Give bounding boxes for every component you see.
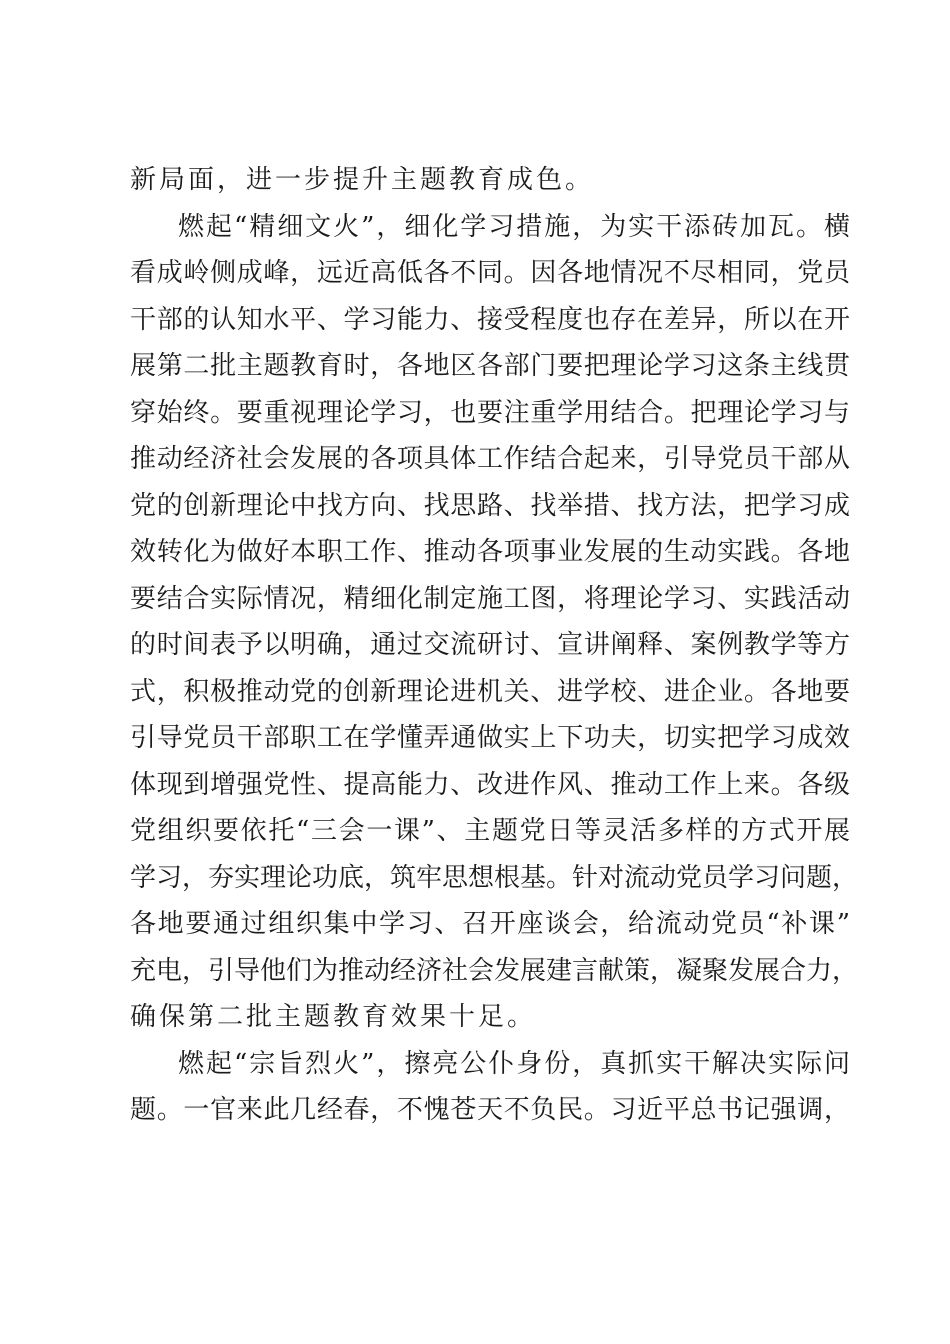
text-line: 展第二批主题教育时，各地区各部门要把理论学习这条主线贯 — [130, 351, 850, 381]
text-line: 党的创新理论中找方向、找思路、找举措、找方法，把学习成 — [130, 490, 850, 521]
text-line: 题。一官来此几经春，不愧苍天不负民。习近平总书记强调， — [130, 1095, 850, 1125]
text-line: 各地要通过组织集中学习、召开座谈会，给流动党员“补课” — [130, 909, 850, 939]
text-line: 穿始终。要重视理论学习，也要注重学用结合。把理论学习与 — [130, 397, 850, 428]
text-line-1: 新局面，进一步提升主题教育成色。 — [130, 165, 595, 195]
text-line: 充电，引导他们为推动经济社会发展建言献策，凝聚发展合力， — [130, 955, 859, 986]
text-line: 的时间表予以明确，通过交流研讨、宣讲阐释、案例教学等方 — [130, 630, 850, 660]
text-line: 推动经济社会发展的各项具体工作结合起来，引导党员干部从 — [130, 444, 850, 474]
text-line: 要结合实际情况，精细化制定施工图，将理论学习、实践活动 — [130, 583, 850, 614]
paragraph-start-line: 燃起“宗旨烈火”，擦亮公仆身份，真抓实干解决实际问 — [178, 1048, 850, 1079]
body-text — [130, 157, 859, 1134]
text-line: 效转化为做好本职工作、推动各项事业发展的生动实践。各地 — [130, 537, 850, 567]
text-line: 学习，夯实理论功底，筑牢思想根基。针对流动党员学习问题， — [130, 862, 859, 893]
text-line: 党组织要依托“三会一课”、主题党日等灵活多样的方式开展 — [130, 816, 850, 846]
paragraph-end-line: 确保第二批主题教育效果十足。 — [130, 1002, 537, 1032]
text-line: 体现到增强党性、提高能力、改进作风、推动工作上来。各级 — [130, 769, 850, 800]
text-line: 看成岭侧成峰，远近高低各不同。因各地情况不尽相同，党员 — [130, 258, 850, 288]
text-line: 干部的认知水平、学习能力、接受程度也存在差异，所以在开 — [130, 304, 850, 335]
paragraph-start-line: 燃起“精细文火”，细化学习措施，为实干添砖加瓦。横 — [178, 211, 850, 242]
text-line: 式，积极推动党的创新理论进机关、进学校、进企业。各地要 — [130, 676, 850, 707]
text-line: 引导党员干部职工在学懂弄通做实上下功夫，切实把学习成效 — [130, 723, 850, 753]
